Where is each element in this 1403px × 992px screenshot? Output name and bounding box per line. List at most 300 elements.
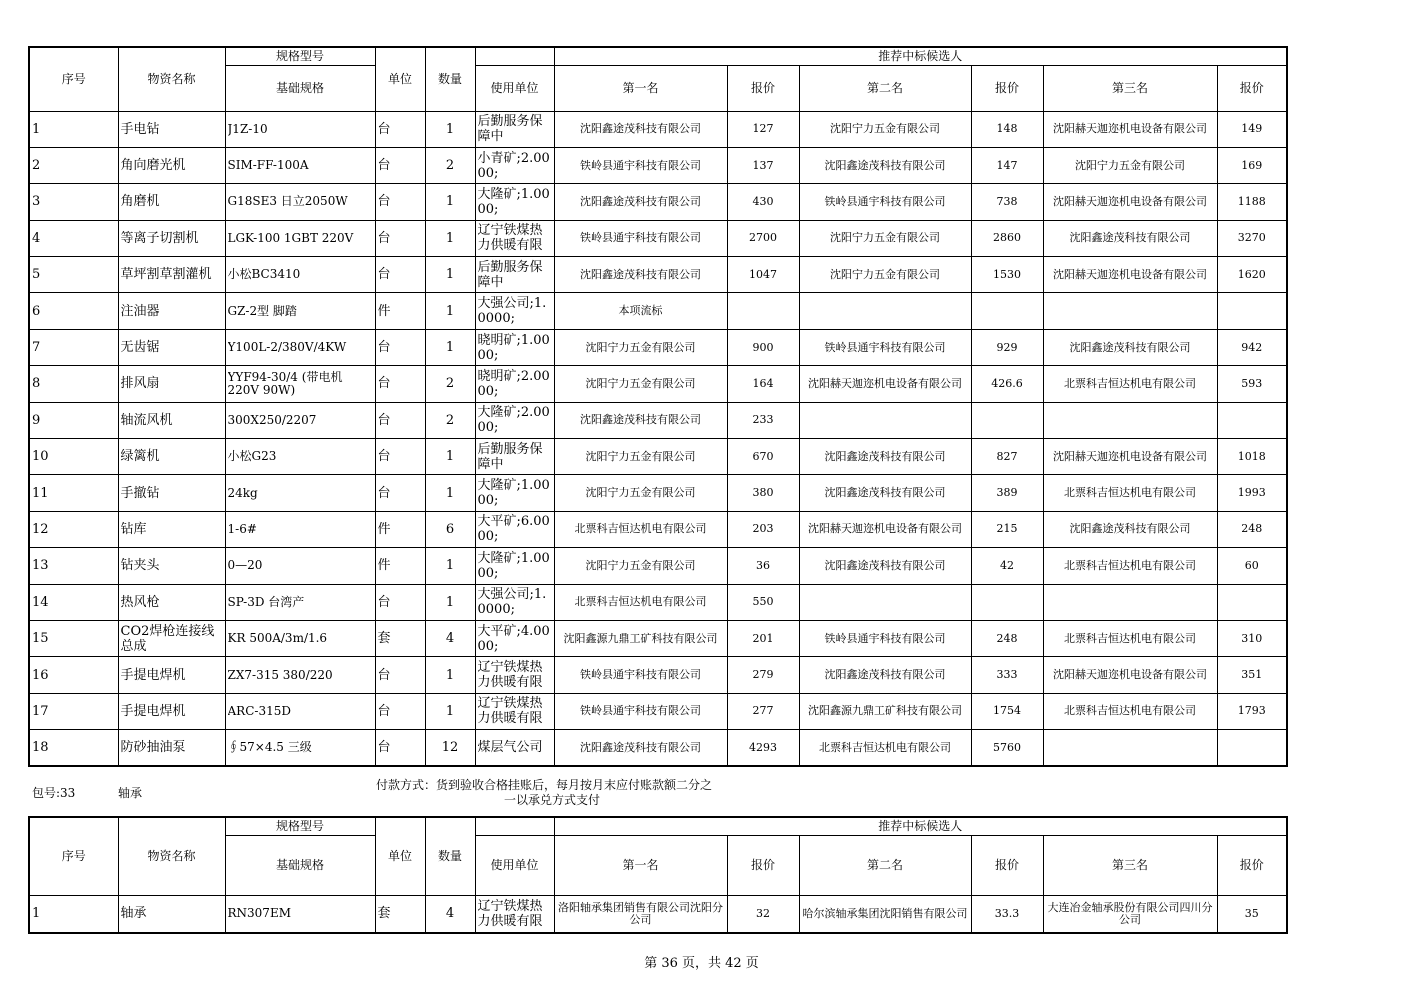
cell-first: 沈阳鑫途茂科技有限公司 <box>554 257 727 293</box>
cell-seq: 9 <box>29 402 118 438</box>
cell-user <box>475 730 554 766</box>
cell-user-text: 大隆矿;1.0000; <box>477 186 550 217</box>
cell-first: 本项流标 <box>554 293 727 329</box>
cell-user-text: 后勤服务保障中 <box>477 114 543 145</box>
cell-unit: 台 <box>375 329 425 365</box>
cell-price-1: 32 <box>727 895 799 933</box>
cell-user-text: 小青矿;2.0000; <box>477 150 550 181</box>
cell-unit: 台 <box>375 475 425 511</box>
table-row <box>29 657 1287 693</box>
cell-user <box>475 475 554 511</box>
payment-terms-line1: 付款方式：货到验收合格挂账后，每月按月末应付账款额二分之 <box>376 778 713 792</box>
cell-spec <box>225 620 375 656</box>
table-row <box>29 293 1287 329</box>
cell-price-1: 550 <box>727 584 799 620</box>
cell-name <box>118 657 225 693</box>
cell-user <box>475 620 554 656</box>
cell-qty: 1 <box>425 584 475 620</box>
cell-unit: 件 <box>375 293 425 329</box>
cell-second: 沈阳鑫途茂科技有限公司 <box>799 548 971 584</box>
cell-spec <box>225 220 375 256</box>
cell-seq: 10 <box>29 439 118 475</box>
cell-spec <box>225 693 375 729</box>
cell-spec-text: SIM-FF-100A <box>227 158 309 173</box>
table-row <box>29 620 1287 656</box>
cell-spec-text: 0—20 <box>227 558 263 573</box>
cell-seq: 17 <box>29 693 118 729</box>
cell-price-3: 351 <box>1217 657 1287 693</box>
header-user: 使用单位 <box>475 835 554 895</box>
header-price-1: 报价 <box>727 65 799 111</box>
cell-name <box>118 147 225 183</box>
cell-first: 铁岭县通宇科技有限公司 <box>554 657 727 693</box>
cell-price-2 <box>971 293 1043 329</box>
cell-name-text: 钻夹头 <box>120 558 160 574</box>
cell-first: 沈阳宁力五金有限公司 <box>554 366 727 402</box>
cell-price-1: 2700 <box>727 220 799 256</box>
table-row <box>29 730 1287 766</box>
cell-price-1: 4293 <box>727 730 799 766</box>
cell-second <box>799 293 971 329</box>
cell-name <box>118 895 225 933</box>
cell-qty: 1 <box>425 657 475 693</box>
cell-third: 北票科吉恒达机电有限公司 <box>1043 620 1217 656</box>
cell-first: 沈阳鑫途茂科技有限公司 <box>554 402 727 438</box>
header-spec: 基础规格 <box>225 65 375 111</box>
cell-third <box>1043 584 1217 620</box>
cell-name-text: 角磨机 <box>120 194 160 210</box>
cell-user <box>475 147 554 183</box>
cell-user-text: 大平矿;6.0000; <box>477 514 550 545</box>
cell-price-2: 215 <box>971 511 1043 547</box>
cell-name-text: 等离子切割机 <box>120 230 199 246</box>
cell-spec-text: 300X250/2207 <box>227 412 317 427</box>
cell-seq: 4 <box>29 220 118 256</box>
cell-spec <box>225 366 375 402</box>
cell-third: 北票科吉恒达机电有限公司 <box>1043 548 1217 584</box>
cell-seq: 7 <box>29 329 118 365</box>
cell-spec <box>225 657 375 693</box>
cell-unit: 件 <box>375 548 425 584</box>
cell-unit: 台 <box>375 366 425 402</box>
cell-first: 洛阳轴承集团销售有限公司沈阳分公司 <box>554 895 727 933</box>
cell-name <box>118 366 225 402</box>
cell-unit: 件 <box>375 511 425 547</box>
cell-qty: 1 <box>425 548 475 584</box>
table-row <box>29 366 1287 402</box>
cell-price-2: 148 <box>971 111 1043 147</box>
cell-first: 沈阳鑫途茂科技有限公司 <box>554 111 727 147</box>
cell-price-3: 1620 <box>1217 257 1287 293</box>
table-row <box>29 147 1287 183</box>
cell-price-3 <box>1217 730 1287 766</box>
cell-seq: 18 <box>29 730 118 766</box>
cell-price-2: 33.3 <box>971 895 1043 933</box>
cell-qty: 4 <box>425 895 475 933</box>
cell-user <box>475 895 554 933</box>
header-first: 第一名 <box>554 835 727 895</box>
cell-second <box>799 402 971 438</box>
cell-seq: 6 <box>29 293 118 329</box>
cell-price-3: 1793 <box>1217 693 1287 729</box>
table-row <box>29 584 1287 620</box>
cell-user-text: 大强公司;1.0000; <box>477 296 547 327</box>
cell-second: 沈阳宁力五金有限公司 <box>799 111 971 147</box>
cell-second: 沈阳鑫途茂科技有限公司 <box>799 439 971 475</box>
table-row <box>29 511 1287 547</box>
cell-third: 沈阳赫天迦迩机电设备有限公司 <box>1043 257 1217 293</box>
cell-second: 沈阳鑫途茂科技有限公司 <box>799 475 971 511</box>
cell-user <box>475 439 554 475</box>
cell-name <box>118 329 225 365</box>
cell-qty: 6 <box>425 511 475 547</box>
cell-spec <box>225 184 375 220</box>
cell-price-3 <box>1217 584 1287 620</box>
cell-user <box>475 329 554 365</box>
cell-seq: 12 <box>29 511 118 547</box>
cell-price-2: 147 <box>971 147 1043 183</box>
cell-spec <box>225 511 375 547</box>
cell-third: 沈阳宁力五金有限公司 <box>1043 147 1217 183</box>
cell-spec-text: ARC-315D <box>227 703 291 718</box>
cell-spec <box>225 257 375 293</box>
cell-price-3 <box>1217 402 1287 438</box>
cell-name-text: 钻库 <box>120 521 147 537</box>
cell-spec <box>225 439 375 475</box>
cell-price-1 <box>727 293 799 329</box>
cell-unit: 台 <box>375 439 425 475</box>
cell-qty: 4 <box>425 620 475 656</box>
cell-price-2: 333 <box>971 657 1043 693</box>
cell-second: 铁岭县通宇科技有限公司 <box>799 329 971 365</box>
cell-user <box>475 584 554 620</box>
payment-terms-line2: 一以承兑方式支付 <box>503 793 600 807</box>
cell-unit: 台 <box>375 147 425 183</box>
header-name: 物资名称 <box>118 817 225 895</box>
header-price-3: 报价 <box>1217 835 1287 895</box>
cell-third: 大连冶金轴承股份有限公司四川分公司 <box>1043 895 1217 933</box>
cell-spec <box>225 402 375 438</box>
cell-user <box>475 511 554 547</box>
cell-name-text: 无齿锯 <box>120 340 160 356</box>
header-price-2: 报价 <box>971 65 1043 111</box>
cell-second: 沈阳宁力五金有限公司 <box>799 257 971 293</box>
cell-name <box>118 693 225 729</box>
cell-name-text: 热风枪 <box>120 594 160 610</box>
cell-spec-text: J1Z-10 <box>227 121 268 136</box>
cell-price-3: 248 <box>1217 511 1287 547</box>
cell-name <box>118 257 225 293</box>
header-price-2: 报价 <box>971 835 1043 895</box>
cell-user-text: 辽宁铁煤热力供暖有限 <box>477 898 543 929</box>
cell-unit: 台 <box>375 730 425 766</box>
cell-spec <box>225 111 375 147</box>
header-candidates: 推荐中标候选人 <box>554 817 1287 835</box>
cell-price-2: 5760 <box>971 730 1043 766</box>
cell-spec <box>225 548 375 584</box>
cell-second: 沈阳鑫途茂科技有限公司 <box>799 147 971 183</box>
cell-price-2: 1754 <box>971 693 1043 729</box>
cell-price-1: 201 <box>727 620 799 656</box>
cell-first: 铁岭县通宇科技有限公司 <box>554 147 727 183</box>
cell-spec-text: YYF94-30/4 (带电机220V 90W) <box>227 369 343 397</box>
cell-spec-text: ∮57×4.5 三级 <box>227 740 312 755</box>
header-unit: 单位 <box>375 817 425 895</box>
cell-price-1: 900 <box>727 329 799 365</box>
cell-price-3 <box>1217 293 1287 329</box>
cell-user-text: 大强公司;1.0000; <box>477 587 547 618</box>
cell-name-text: 手撤钻 <box>120 485 160 501</box>
cell-price-1: 279 <box>727 657 799 693</box>
cell-name-text: 防砂抽油泵 <box>120 740 186 756</box>
header-price-3: 报价 <box>1217 65 1287 111</box>
package-item: 轴承 <box>118 786 143 800</box>
cell-seq: 1 <box>29 111 118 147</box>
cell-unit: 台 <box>375 657 425 693</box>
cell-price-1: 1047 <box>727 257 799 293</box>
cell-second: 沈阳鑫源九鼎工矿科技有限公司 <box>799 693 971 729</box>
cell-price-3: 35 <box>1217 895 1287 933</box>
cell-name <box>118 548 225 584</box>
payment-terms <box>376 778 728 808</box>
cell-spec-text: 1-6# <box>227 521 257 536</box>
header-second: 第二名 <box>799 835 971 895</box>
cell-qty: 12 <box>425 730 475 766</box>
cell-spec-text: RN307EM <box>227 906 291 921</box>
cell-name <box>118 184 225 220</box>
cell-price-2: 929 <box>971 329 1043 365</box>
cell-second: 哈尔滨轴承集团沈阳销售有限公司 <box>799 895 971 933</box>
cell-seq: 3 <box>29 184 118 220</box>
cell-price-3: 942 <box>1217 329 1287 365</box>
cell-user-text: 晓明矿;2.0000; <box>477 368 550 399</box>
cell-unit: 台 <box>375 257 425 293</box>
cell-unit: 套 <box>375 620 425 656</box>
cell-price-2: 738 <box>971 184 1043 220</box>
cell-first: 沈阳宁力五金有限公司 <box>554 548 727 584</box>
cell-user <box>475 366 554 402</box>
header-price-1: 报价 <box>727 835 799 895</box>
cell-second: 沈阳赫天迦迩机电设备有限公司 <box>799 511 971 547</box>
cell-first: 沈阳宁力五金有限公司 <box>554 439 727 475</box>
cell-price-1: 137 <box>727 147 799 183</box>
cell-first: 沈阳鑫源九鼎工矿科技有限公司 <box>554 620 727 656</box>
cell-price-1: 380 <box>727 475 799 511</box>
bid-table-1 <box>28 46 1288 767</box>
cell-price-1: 233 <box>727 402 799 438</box>
cell-qty: 1 <box>425 439 475 475</box>
cell-price-1: 670 <box>727 439 799 475</box>
cell-first: 沈阳宁力五金有限公司 <box>554 329 727 365</box>
cell-price-1: 277 <box>727 693 799 729</box>
table-row <box>29 184 1287 220</box>
header-spec-group: 规格型号 <box>225 817 375 835</box>
cell-user-text: 辽宁铁煤热力供暖有限 <box>477 223 543 254</box>
cell-second: 北票科吉恒达机电有限公司 <box>799 730 971 766</box>
cell-price-1: 36 <box>727 548 799 584</box>
cell-name <box>118 475 225 511</box>
cell-first: 铁岭县通宇科技有限公司 <box>554 693 727 729</box>
cell-price-3: 1018 <box>1217 439 1287 475</box>
cell-name-text: 轴流风机 <box>120 412 173 428</box>
cell-spec-text: 小松BC3410 <box>227 267 301 282</box>
cell-qty: 1 <box>425 293 475 329</box>
cell-name-text: 手提电焊机 <box>120 703 186 719</box>
cell-third <box>1043 730 1217 766</box>
cell-price-2: 1530 <box>971 257 1043 293</box>
table-row <box>29 329 1287 365</box>
cell-spec <box>225 293 375 329</box>
cell-third: 沈阳鑫途茂科技有限公司 <box>1043 511 1217 547</box>
cell-name-text: 草坪割草割灌机 <box>120 267 212 283</box>
cell-user <box>475 402 554 438</box>
cell-spec <box>225 730 375 766</box>
cell-qty: 1 <box>425 220 475 256</box>
cell-user-text: 大隆矿;1.0000; <box>477 478 550 509</box>
table-row <box>29 220 1287 256</box>
cell-unit: 台 <box>375 111 425 147</box>
cell-name-text: 角向磨光机 <box>120 158 186 174</box>
header-qty: 数量 <box>425 47 475 111</box>
cell-seq: 16 <box>29 657 118 693</box>
cell-name-text: 轴承 <box>120 906 147 922</box>
cell-qty: 1 <box>425 257 475 293</box>
cell-seq: 11 <box>29 475 118 511</box>
table-row <box>29 693 1287 729</box>
cell-price-2: 42 <box>971 548 1043 584</box>
cell-spec <box>225 329 375 365</box>
cell-price-3: 593 <box>1217 366 1287 402</box>
cell-qty: 1 <box>425 111 475 147</box>
cell-spec-text: Y100L-2/380V/4KW <box>227 340 347 355</box>
cell-third: 沈阳鑫途茂科技有限公司 <box>1043 329 1217 365</box>
cell-price-3: 310 <box>1217 620 1287 656</box>
cell-name <box>118 620 225 656</box>
cell-price-3: 1188 <box>1217 184 1287 220</box>
cell-unit: 套 <box>375 895 425 933</box>
cell-qty: 1 <box>425 693 475 729</box>
cell-name <box>118 402 225 438</box>
cell-name-text: 手提电焊机 <box>120 667 186 683</box>
cell-second: 沈阳鑫途茂科技有限公司 <box>799 657 971 693</box>
header-name: 物资名称 <box>118 47 225 111</box>
cell-third: 沈阳赫天迦迩机电设备有限公司 <box>1043 439 1217 475</box>
cell-user-text: 辽宁铁煤热力供暖有限 <box>477 696 543 727</box>
table-row <box>29 548 1287 584</box>
cell-name <box>118 730 225 766</box>
table-row <box>29 439 1287 475</box>
cell-price-2: 389 <box>971 475 1043 511</box>
cell-user <box>475 220 554 256</box>
table-row <box>29 895 1287 933</box>
cell-price-3: 3270 <box>1217 220 1287 256</box>
cell-user-text: 辽宁铁煤热力供暖有限 <box>477 660 543 691</box>
cell-seq: 1 <box>29 895 118 933</box>
cell-spec-text: 24kg <box>227 485 258 500</box>
cell-third: 沈阳赫天迦迩机电设备有限公司 <box>1043 111 1217 147</box>
cell-third: 北票科吉恒达机电有限公司 <box>1043 693 1217 729</box>
cell-price-2: 248 <box>971 620 1043 656</box>
cell-qty: 1 <box>425 329 475 365</box>
cell-name <box>118 111 225 147</box>
cell-user <box>475 293 554 329</box>
cell-price-1: 430 <box>727 184 799 220</box>
cell-qty: 2 <box>425 366 475 402</box>
cell-third <box>1043 293 1217 329</box>
cell-second: 沈阳宁力五金有限公司 <box>799 220 971 256</box>
cell-name <box>118 220 225 256</box>
cell-seq: 15 <box>29 620 118 656</box>
cell-seq: 8 <box>29 366 118 402</box>
cell-name-text: 排风扇 <box>120 376 160 392</box>
cell-spec-text: SP-3D 台湾产 <box>227 594 305 609</box>
cell-qty: 1 <box>425 184 475 220</box>
table-row <box>29 402 1287 438</box>
cell-name-text: 绿篱机 <box>120 449 160 465</box>
cell-spec <box>225 475 375 511</box>
header-first: 第一名 <box>554 65 727 111</box>
cell-qty: 2 <box>425 402 475 438</box>
table-row <box>29 475 1287 511</box>
cell-spec <box>225 895 375 933</box>
cell-price-1: 127 <box>727 111 799 147</box>
cell-third: 北票科吉恒达机电有限公司 <box>1043 366 1217 402</box>
cell-third: 沈阳赫天迦迩机电设备有限公司 <box>1043 184 1217 220</box>
header-candidates: 推荐中标候选人 <box>554 47 1287 65</box>
header-second: 第二名 <box>799 65 971 111</box>
cell-user-text: 后勤服务保障中 <box>477 259 543 290</box>
cell-price-3: 149 <box>1217 111 1287 147</box>
cell-price-1: 203 <box>727 511 799 547</box>
cell-price-2 <box>971 584 1043 620</box>
cell-price-2: 426.6 <box>971 366 1043 402</box>
cell-second: 铁岭县通宇科技有限公司 <box>799 620 971 656</box>
header-user-top <box>475 47 554 65</box>
cell-third <box>1043 402 1217 438</box>
cell-seq: 14 <box>29 584 118 620</box>
header-third: 第三名 <box>1043 65 1217 111</box>
cell-spec-text: GZ-2型 脚踏 <box>227 303 297 318</box>
cell-spec-text: G18SE3 日立2050W <box>227 194 348 209</box>
cell-name-text: 手电钻 <box>120 121 160 137</box>
bid-table-2 <box>28 816 1288 934</box>
cell-user-text: 大隆矿;1.0000; <box>477 550 550 581</box>
cell-user-text: 大隆矿;2.0000; <box>477 405 550 436</box>
header-spec-group: 规格型号 <box>225 47 375 65</box>
cell-price-2: 2860 <box>971 220 1043 256</box>
cell-name <box>118 511 225 547</box>
cell-second: 铁岭县通宇科技有限公司 <box>799 184 971 220</box>
cell-first: 北票科吉恒达机电有限公司 <box>554 511 727 547</box>
cell-third: 北票科吉恒达机电有限公司 <box>1043 475 1217 511</box>
cell-first: 沈阳鑫途茂科技有限公司 <box>554 184 727 220</box>
cell-price-2 <box>971 402 1043 438</box>
cell-name-text: 注油器 <box>120 303 160 319</box>
cell-first: 北票科吉恒达机电有限公司 <box>554 584 727 620</box>
cell-unit: 台 <box>375 220 425 256</box>
header-qty: 数量 <box>425 817 475 895</box>
cell-spec-text: KR 500A/3m/1.6 <box>227 631 328 646</box>
header-seq: 序号 <box>29 817 118 895</box>
header-third: 第三名 <box>1043 835 1217 895</box>
cell-price-1: 164 <box>727 366 799 402</box>
cell-first: 铁岭县通宇科技有限公司 <box>554 220 727 256</box>
cell-spec <box>225 147 375 183</box>
cell-qty: 2 <box>425 147 475 183</box>
cell-user-text: 后勤服务保障中 <box>477 441 543 472</box>
cell-user <box>475 111 554 147</box>
cell-price-2: 827 <box>971 439 1043 475</box>
